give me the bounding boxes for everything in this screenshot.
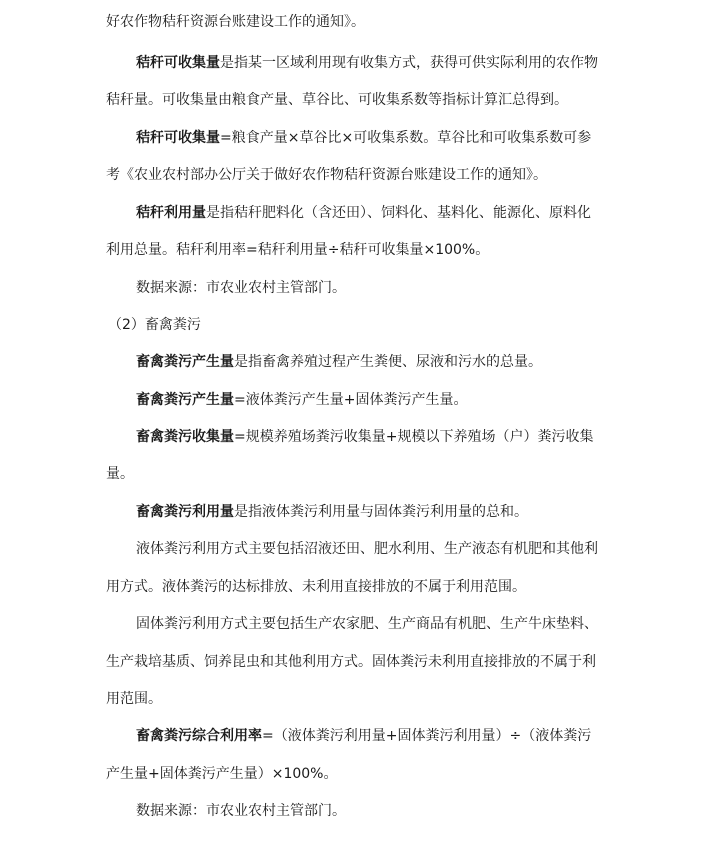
- text-run: 生产栽培基质、饲养昆虫和其他利用方式。固体粪污未利用直接排放的不属于利: [106, 654, 596, 670]
- text-run: 是指液体粪污利用量与固体粪污利用量的总和。: [234, 504, 528, 520]
- section-heading: [108, 315, 201, 335]
- text-run: 用方式。液体粪污的达标排放、未利用直接排放的不属于利用范围。: [106, 579, 526, 595]
- text-run: 利用总量。秸秆利用率=秸秆利用量÷秸秆可收集量×100%。: [106, 242, 490, 258]
- paragraph-line: [106, 764, 338, 784]
- text-run: 是指秸秆肥料化（含还田）、饲料化、基料化、能源化、原料化: [206, 205, 591, 221]
- text-run: =液体粪污产生量+固体粪污产生量。: [234, 392, 468, 408]
- paragraph-line: [136, 203, 591, 223]
- text-run: 用范围。: [106, 691, 162, 707]
- text-run: 是指畜禽养殖过程产生粪便、尿液和污水的总量。: [234, 354, 542, 370]
- paragraph-line: [106, 577, 526, 597]
- paragraph-line: [136, 53, 598, 73]
- text-run: 固体粪污利用方式主要包括生产农家肥、生产商品有机肥、生产牛床垫料、: [136, 616, 598, 632]
- bold-term: 秸秆可收集量: [136, 130, 220, 146]
- text-run: 好农作物秸秆资源台账建设工作的通知》。: [106, 14, 365, 30]
- paragraph-line: [136, 726, 591, 746]
- text-run: 产生量+固体粪污产生量）×100%。: [106, 766, 338, 782]
- paragraph-line: [106, 12, 365, 32]
- paragraph-line: [136, 427, 593, 447]
- bold-term: 秸秆利用量: [136, 205, 206, 221]
- bold-term: 畜禽粪污综合利用率: [136, 728, 262, 744]
- bold-term: 畜禽粪污产生量: [136, 392, 234, 408]
- paragraph-line: [136, 352, 542, 372]
- paragraph-line: [106, 652, 596, 672]
- text-run: =粮食产量×草谷比×可收集系数。草谷比和可收集系数可参: [220, 130, 592, 146]
- text-run: 量。: [106, 466, 134, 482]
- text-run: =（液体粪污利用量+固体粪污利用量）÷（液体粪污: [262, 728, 592, 744]
- paragraph-line: [136, 390, 467, 410]
- paragraph-line: [106, 689, 162, 709]
- paragraph-line: [106, 464, 134, 484]
- bold-term: 畜禽粪污产生量: [136, 354, 234, 370]
- data-source-text: 数据来源：市农业农村主管部门。: [136, 803, 346, 819]
- paragraph-line: [136, 801, 346, 821]
- bold-term: 畜禽粪污利用量: [136, 504, 234, 520]
- paragraph-line: [136, 502, 528, 522]
- bold-term: 秸秆可收集量: [136, 55, 220, 71]
- paragraph-line: [136, 614, 598, 634]
- paragraph-line: [106, 240, 489, 260]
- text-run: 秸秆量。可收集量由粮食产量、草谷比、可收集系数等指标计算汇总得到。: [106, 92, 568, 108]
- paragraph-line: [136, 539, 598, 559]
- paragraph-line: [106, 165, 547, 185]
- paragraph-line: [106, 90, 568, 110]
- text-run: （2）畜禽粪污: [108, 317, 201, 333]
- text-run: 考《农业农村部办公厅关于做好农作物秸秆资源台账建设工作的通知》。: [106, 167, 547, 183]
- data-source-text: 数据来源：市农业农村主管部门。: [136, 280, 346, 296]
- paragraph-line: [136, 128, 591, 148]
- bold-term: 畜禽粪污收集量: [136, 429, 234, 445]
- paragraph-line: [136, 278, 346, 298]
- text-run: 液体粪污利用方式主要包括沼液还田、肥水利用、生产液态有机肥和其他利: [136, 541, 598, 557]
- text-run: 是指某一区域利用现有收集方式，获得可供实际利用的农作物: [220, 55, 598, 71]
- text-run: =规模养殖场粪污收集量+规模以下养殖场（户）粪污收集: [234, 429, 594, 445]
